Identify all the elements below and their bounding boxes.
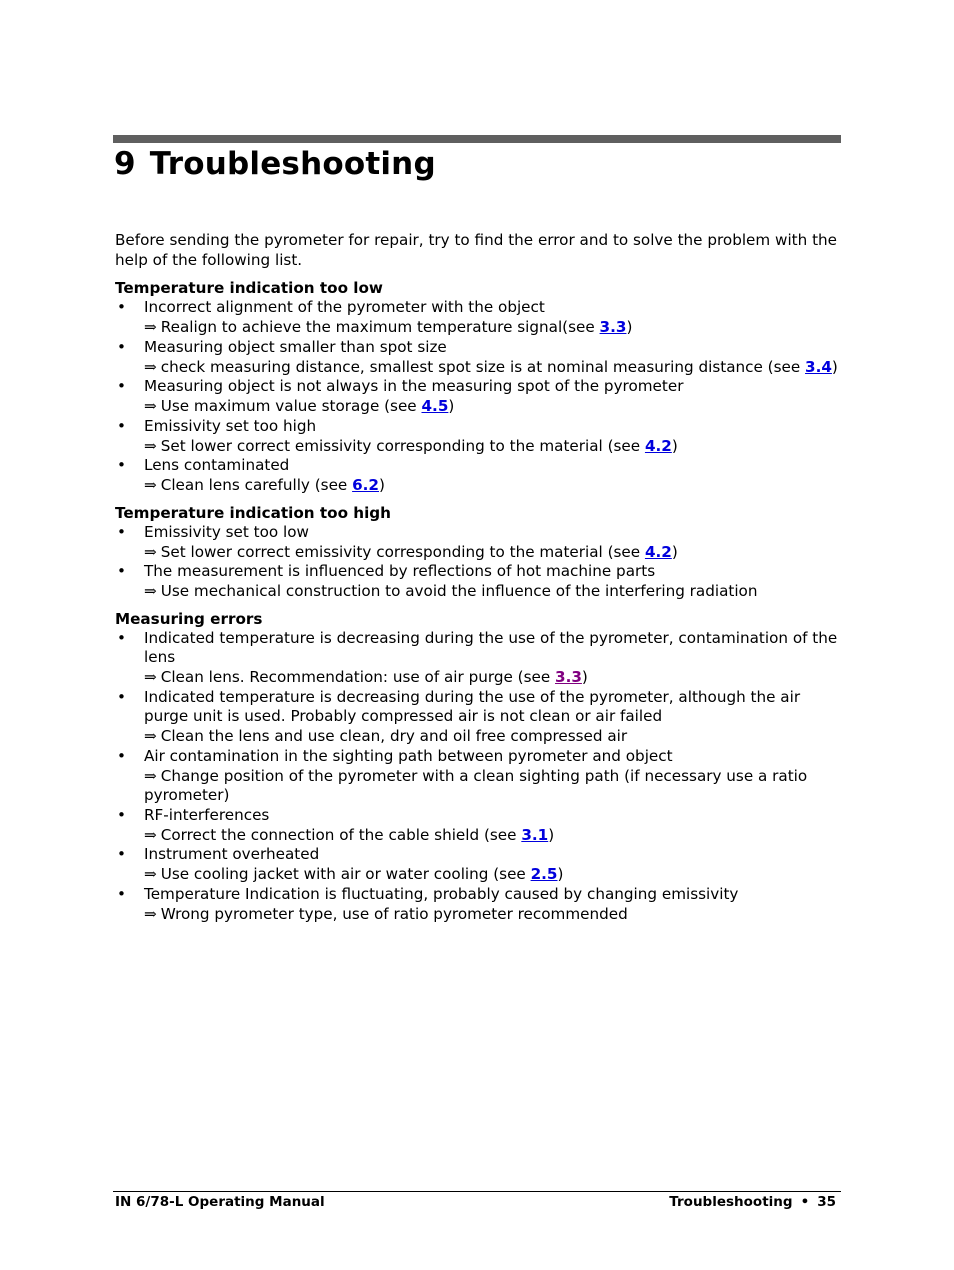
- list-item: [115, 523, 843, 563]
- page-content: [115, 231, 843, 932]
- chapter-number: 9: [114, 146, 136, 182]
- chapter-title-text: Troubleshooting: [149, 146, 436, 182]
- footer-section-name: Troubleshooting: [669, 1194, 793, 1210]
- bullet-icon: •: [117, 687, 126, 706]
- bullet-icon: •: [117, 845, 126, 863]
- arrow-icon: ⇒: [144, 825, 157, 844]
- list-item: [115, 338, 843, 378]
- remedy-after: ): [581, 668, 588, 686]
- remedy-before: Clean the lens and use clean, dry and oil free compressed air: [160, 727, 628, 745]
- list-item: [115, 417, 843, 457]
- problem-text: Temperature Indication is fluctuating, probably caused by changing emissivity: [144, 884, 739, 903]
- footer-separator: •: [800, 1194, 810, 1210]
- arrow-icon: ⇒: [144, 766, 157, 785]
- section-ref-link[interactable]: 4.2: [644, 436, 672, 455]
- remedy-before: Clean lens carefully (see: [160, 476, 353, 494]
- section-heading: Temperature indication too low: [115, 279, 383, 297]
- intro-paragraph: Before sending the pyrometer for repair, try to find the error and to solve the problem with the help of the following list.: [115, 231, 837, 269]
- problem-text: RF-interferences: [144, 805, 270, 824]
- bullet-icon: •: [117, 337, 126, 356]
- bullet-icon: •: [117, 456, 126, 474]
- bullet-icon: •: [117, 746, 126, 765]
- list-item: [115, 629, 843, 688]
- remedy-after: ): [548, 825, 555, 844]
- section-ref-link[interactable]: 2.5: [530, 865, 558, 883]
- footer-rule: [113, 1191, 841, 1192]
- arrow-icon: ⇒: [144, 727, 157, 745]
- remedy-text: [144, 668, 843, 688]
- arrow-icon: ⇒: [144, 318, 157, 336]
- remedy-before: Set lower correct emissivity corresponding to the material (see: [160, 436, 645, 455]
- footer-manual-title: IN 6/78-L Operating Manual: [115, 1194, 325, 1210]
- problem-text: Measuring object is not always in the measuring spot of the pyrometer: [144, 377, 684, 395]
- remedy-after: ): [671, 542, 678, 561]
- bullet-icon: •: [117, 628, 126, 647]
- remedy-text: [144, 767, 843, 806]
- section-heading: Measuring errors: [115, 609, 263, 628]
- problem-text: Incorrect alignment of the pyrometer with the object: [144, 298, 545, 316]
- remedy-text: [144, 318, 843, 338]
- list-item: [115, 562, 843, 602]
- section-ref-link[interactable]: 3.1: [521, 825, 549, 844]
- remedy-before: Set lower correct emissivity corresponding to the material (see: [160, 542, 645, 561]
- list-item: [115, 806, 843, 846]
- bullet-icon: •: [117, 884, 126, 903]
- remedy-before: check measuring distance, smallest spot size is at nominal measuring distance (see: [160, 357, 806, 376]
- troubleshooting-list: [115, 523, 843, 602]
- section-ref-link[interactable]: 4.5: [421, 397, 449, 415]
- bullet-icon: •: [117, 562, 126, 580]
- page-number: 35: [817, 1194, 836, 1210]
- remedy-text: [144, 865, 843, 885]
- chapter-title: [114, 146, 436, 182]
- arrow-icon: ⇒: [144, 582, 157, 600]
- section-ref-link[interactable]: 4.2: [644, 542, 672, 561]
- remedy-after: ): [448, 397, 455, 415]
- list-item: [115, 885, 843, 925]
- footer-page-info: [669, 1194, 836, 1210]
- remedy-text: [144, 358, 843, 378]
- section-ref-link[interactable]: 3.4: [805, 357, 832, 376]
- problem-text: Air contamination in the sighting path between pyrometer and object: [144, 746, 673, 765]
- remedy-text: [144, 397, 843, 417]
- arrow-icon: ⇒: [144, 668, 157, 686]
- remedy-before: Clean lens. Recommendation: use of air purge (see: [160, 668, 556, 686]
- list-item: [115, 377, 843, 417]
- list-item: [115, 845, 843, 885]
- list-item: [115, 456, 843, 496]
- arrow-icon: ⇒: [144, 542, 157, 561]
- bullet-icon: •: [117, 298, 126, 316]
- section-ref-link[interactable]: 3.3: [599, 318, 627, 336]
- remedy-before: Wrong pyrometer type, use of ratio pyrometer recommended: [160, 904, 628, 923]
- problem-text: Measuring object smaller than spot size: [144, 337, 447, 356]
- remedy-before: Correct the connection of the cable shield (see: [160, 825, 522, 844]
- bullet-icon: •: [117, 377, 126, 395]
- remedy-text: [144, 727, 843, 747]
- remedy-text: [144, 905, 843, 925]
- arrow-icon: ⇒: [144, 904, 157, 923]
- bullet-icon: •: [117, 522, 126, 541]
- remedy-before: Use mechanical construction to avoid the influence of the interfering radiation: [160, 582, 758, 600]
- section-ref-link[interactable]: 6.2: [352, 476, 379, 494]
- remedy-after: ): [557, 865, 564, 883]
- list-item: [115, 298, 843, 338]
- problem-text: Instrument overheated: [144, 845, 320, 863]
- arrow-icon: ⇒: [144, 865, 157, 883]
- arrow-icon: ⇒: [144, 476, 157, 494]
- arrow-icon: ⇒: [144, 397, 157, 415]
- troubleshooting-list: [115, 298, 843, 496]
- problem-text: The measurement is influenced by reflections of hot machine parts: [144, 562, 656, 580]
- problem-text: Indicated temperature is decreasing during the use of the pyrometer, although the air purge unit is used. Probably compressed air is not clean or air failed: [144, 687, 801, 725]
- remedy-text: [144, 826, 843, 846]
- arrow-icon: ⇒: [144, 436, 157, 455]
- bullet-icon: •: [117, 416, 126, 435]
- remedy-after: ): [671, 436, 678, 455]
- remedy-after: ): [379, 476, 385, 494]
- section-heading: Temperature indication too high: [115, 503, 391, 522]
- arrow-icon: ⇒: [144, 357, 157, 376]
- problem-text: Indicated temperature is decreasing during the use of the pyrometer, contamination of the lens: [144, 628, 838, 666]
- remedy-text: [144, 476, 843, 496]
- remedy-after: ): [831, 357, 838, 376]
- remedy-text: [144, 582, 843, 602]
- problem-text: Emissivity set too high: [144, 416, 317, 435]
- remedy-after: ): [626, 318, 633, 336]
- remedy-before: Use maximum value storage (see: [160, 397, 422, 415]
- remedy-before: Use cooling jacket with air or water cooling (see: [160, 865, 531, 883]
- chapter-top-rule: [113, 135, 841, 143]
- remedy-before: Realign to achieve the maximum temperature signal(see: [160, 318, 600, 336]
- bullet-icon: •: [117, 805, 126, 824]
- problem-text: Lens contaminated: [144, 456, 290, 474]
- troubleshooting-list: [115, 629, 843, 925]
- remedy-text: [144, 543, 843, 563]
- remedy-before: Change position of the pyrometer with a clean sighting path (if necessary use a ratio pyrometer): [144, 766, 808, 804]
- remedy-text: [144, 437, 843, 457]
- list-item: [115, 747, 843, 806]
- problem-text: Emissivity set too low: [144, 522, 309, 541]
- section-ref-link[interactable]: 3.3: [555, 668, 582, 686]
- list-item: [115, 688, 843, 747]
